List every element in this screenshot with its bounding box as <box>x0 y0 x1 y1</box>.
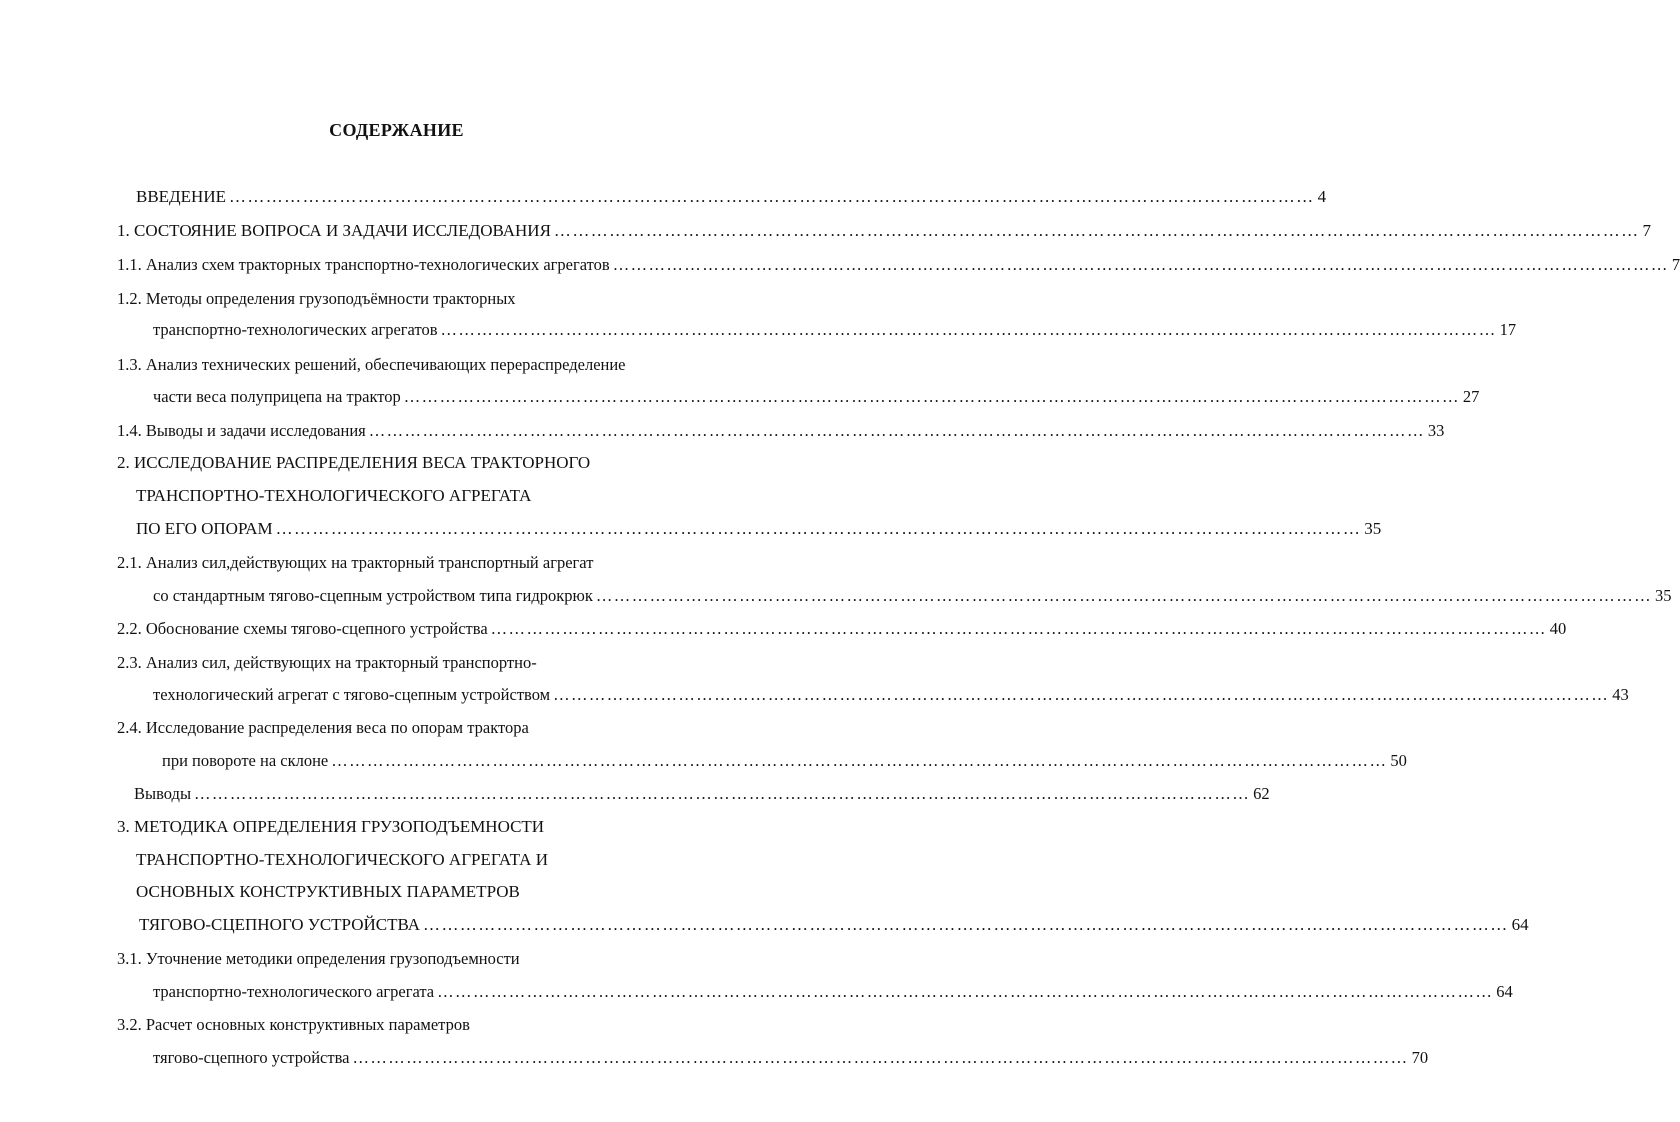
toc-entry-chapter-3-line3: ОСНОВНЫХ КОНСТРУКТИВНЫХ ПАРАМЕТРОВ <box>136 882 520 901</box>
entry-text: транспортно-технологического агрегата <box>153 982 435 1001</box>
page-number: 70 <box>1411 1048 1429 1067</box>
entry-text: со стандартным тягово-сцепным устройством типа гидрокрюк <box>153 586 593 605</box>
dot-leader: …………………………………………………………………………………………………………………………………………………………… <box>553 685 1610 704</box>
entry-text: 1. СОСТОЯНИЕ ВОПРОСА И ЗАДАЧИ ИССЛЕДОВАНИЯ <box>117 221 551 240</box>
toc-entry-3-2-line1: 3.2. Расчет основных конструктивных параметров <box>117 1015 470 1034</box>
entry-text: Выводы <box>134 784 192 803</box>
toc-entry-chapter-3-line1: 3. МЕТОДИКА ОПРЕДЕЛЕНИЯ ГРУЗОПОДЪЕМНОСТИ <box>117 817 545 836</box>
dot-leader: …………………………………………………………………………………………………………………………………………………………… <box>403 387 1460 406</box>
toc-entry-chapter-2-line1: 2. ИССЛЕДОВАНИЕ РАСПРЕДЕЛЕНИЯ ВЕСА ТРАКТОРНОГО <box>117 453 591 472</box>
toc-entry-2-4[interactable] <box>162 748 1407 774</box>
entry-text: ТЯГОВО-СЦЕПНОГО УСТРОЙСТВА <box>139 915 421 934</box>
toc-entry-chapter-3-line2: ТРАНСПОРТНО-ТЕХНОЛОГИЧЕСКОГО АГРЕГАТА И <box>136 850 548 869</box>
toc-entry-chapter-2[interactable] <box>136 516 1382 542</box>
toc-entry-3-2[interactable] <box>153 1045 1429 1071</box>
toc-entry-chapter-3[interactable] <box>139 912 1529 938</box>
entry-text: части веса полуприцепа на трактор <box>153 387 401 406</box>
dot-leader: …………………………………………………………………………………………………………………………………………………………… <box>331 751 1388 770</box>
toc-entry-1-3[interactable] <box>153 384 1480 410</box>
page-number: 4 <box>1317 187 1327 206</box>
toc-entry-3-1[interactable] <box>153 979 1513 1005</box>
entry-text: тягово-сцепного устройства <box>153 1048 350 1067</box>
page-number: 7 <box>1642 221 1652 240</box>
page-number: 43 <box>1612 685 1629 704</box>
entry-text: 1.1. Анализ схем тракторных транспортно-технологических агрегатов <box>117 255 610 274</box>
toc-entry-1-3-line1: 1.3. Анализ технических решений, обеспечивающих перераспределение <box>117 355 626 374</box>
dot-leader: …………………………………………………………………………………………………………………………………………………………… <box>437 982 1494 1001</box>
page-number: 40 <box>1549 619 1567 638</box>
page-number: 64 <box>1496 982 1513 1001</box>
dot-leader: …………………………………………………………………………………………………………………………………………………………… <box>275 519 1362 538</box>
toc-entry-1-2[interactable] <box>153 317 1517 343</box>
entry-text: ВВЕДЕНИЕ <box>136 187 226 206</box>
toc-entry-chapter-2-line2: ТРАНСПОРТНО-ТЕХНОЛОГИЧЕСКОГО АГРЕГАТА <box>136 486 532 505</box>
page-number: 62 <box>1253 784 1270 803</box>
page-number: 17 <box>1499 320 1517 339</box>
toc-entry-2-1[interactable] <box>153 583 1672 609</box>
page-number: 50 <box>1390 751 1407 770</box>
toc-entry-3-1-line1: 3.1. Уточнение методики определения грузоподъемности <box>117 949 520 968</box>
entry-text: технологический агрегат с тягово-сцепным устройством <box>153 685 551 704</box>
page-number: 33 <box>1427 421 1445 440</box>
entry-text: 1.4. Выводы и задачи исследования <box>117 421 366 440</box>
page-number: 7 <box>1671 255 1680 274</box>
toc-entry-introduction[interactable] <box>136 184 1327 210</box>
dot-leader: …………………………………………………………………………………………………………………………………………………………… <box>595 586 1652 605</box>
toc-entry-2-3[interactable] <box>153 682 1629 708</box>
toc-entry-conclusions[interactable] <box>134 781 1270 807</box>
toc-entry-1-4[interactable] <box>117 418 1445 444</box>
dot-leader: …………………………………………………………………………………………………………………………………………………………… <box>423 915 1509 934</box>
dot-leader: …………………………………………………………………………………………………………………………………………………………… <box>194 784 1251 803</box>
toc-entry-chapter-1[interactable] <box>117 218 1652 244</box>
dot-leader: …………………………………………………………………………………………………………………………………………………………… <box>228 187 1315 206</box>
page-number: 64 <box>1511 915 1529 934</box>
entry-text: при повороте на склоне <box>162 751 329 770</box>
entry-text: ПО ЕГО ОПОРАМ <box>136 519 273 538</box>
toc-entry-2-4-line1: 2.4. Исследование распределения веса по опорам трактора <box>117 718 529 737</box>
dot-leader: …………………………………………………………………………………………………………………………………………………………… <box>490 619 1547 638</box>
dot-leader: …………………………………………………………………………………………………………………………………………………………… <box>553 221 1640 240</box>
page-number: 27 <box>1462 387 1480 406</box>
dot-leader: …………………………………………………………………………………………………………………………………………………………… <box>368 421 1425 440</box>
toc-entry-1-2-line1: 1.2. Методы определения грузоподъёмности тракторных <box>117 289 516 308</box>
dot-leader: …………………………………………………………………………………………………………………………………………………………… <box>352 1048 1409 1067</box>
dot-leader: …………………………………………………………………………………………………………………………………………………………… <box>440 320 1497 339</box>
entry-text: транспортно-технологических агрегатов <box>153 320 438 339</box>
dot-leader: …………………………………………………………………………………………………………………………………………………………… <box>612 255 1669 274</box>
toc-entry-2-1-line1: 2.1. Анализ сил,действующих на тракторный транспортный агрегат <box>117 553 594 572</box>
page-number: 35 <box>1364 519 1382 538</box>
toc-entry-2-3-line1: 2.3. Анализ сил, действующих на тракторный транспортно- <box>117 653 537 672</box>
page-title: СОДЕРЖАНИЕ <box>329 120 464 140</box>
toc-entry-2-2[interactable] <box>117 616 1567 642</box>
page-number: 35 <box>1655 586 1672 605</box>
entry-text: 2.2. Обоснование схемы тягово-сцепного устройства <box>117 619 488 638</box>
toc-entry-1-1[interactable] <box>117 252 1680 278</box>
